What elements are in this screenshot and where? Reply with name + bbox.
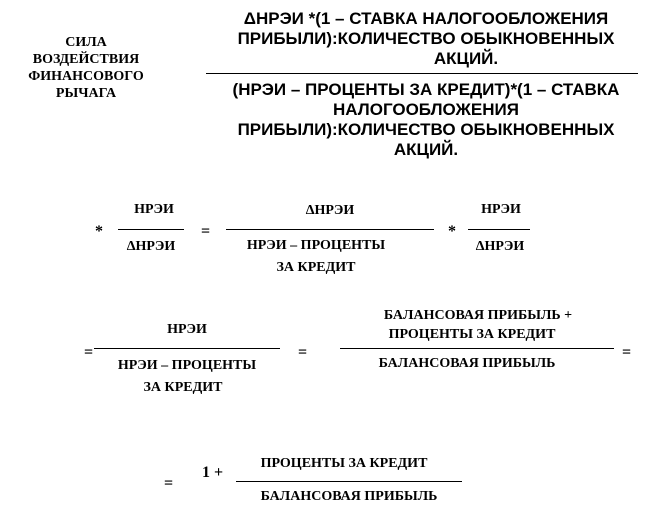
one-plus: 1 + — [202, 464, 224, 481]
numerator-line: ПРОЦЕНТЫ ЗА КРЕДИТ — [388, 327, 556, 342]
fraction-bar — [468, 229, 530, 230]
fraction-bar — [226, 229, 434, 230]
label-line: ФИНАНСОВОГО — [28, 69, 144, 84]
equals-sign: = — [164, 475, 174, 492]
denominator-line: АКЦИЙ. — [393, 140, 459, 159]
denominator-line: ЗА КРЕДИТ — [276, 260, 356, 275]
denominator-line: ЗА КРЕДИТ — [143, 380, 223, 395]
denominator-line: НРЭИ – ПРОЦЕНТЫ — [117, 358, 257, 373]
label-line: СИЛА — [65, 35, 107, 50]
fraction-denominator: БАЛАНСОВАЯ ПРИБЫЛЬ — [260, 489, 438, 504]
label-line: РЫЧАГА — [55, 86, 117, 101]
equals-sign: = — [201, 223, 211, 240]
main-fraction-bar — [206, 73, 638, 74]
label-line: ВОЗДЕЙСТВИЯ — [32, 52, 140, 67]
fraction-denominator: ΔНРЭИ — [475, 239, 525, 254]
multiply-sign: * — [95, 223, 103, 240]
denominator-line: (НРЭИ – ПРОЦЕНТЫ ЗА КРЕДИТ)*(1 – СТАВКА — [232, 80, 620, 99]
equals-sign: = — [622, 344, 632, 361]
denominator-line: НРЭИ – ПРОЦЕНТЫ — [246, 238, 386, 253]
fraction-bar — [118, 229, 184, 230]
denominator-line: НАЛОГООБЛОЖЕНИЯ — [333, 100, 519, 119]
fraction-bar — [236, 481, 462, 482]
fraction-denominator: ΔНРЭИ — [126, 239, 176, 254]
fraction-numerator: НРЭИ — [481, 202, 521, 217]
numerator-line: АКЦИЙ. — [433, 49, 499, 68]
fraction-numerator: ПРОЦЕНТЫ ЗА КРЕДИТ — [260, 456, 428, 471]
formula-numerator — [212, 9, 640, 69]
numerator-line: ПРИБЫЛИ):КОЛИЧЕСТВО ОБЫКНОВЕННЫХ — [237, 29, 615, 48]
fraction-numerator: ΔНРЭИ — [305, 203, 355, 218]
fraction-bar — [94, 348, 280, 349]
fraction-denominator: БАЛАНСОВАЯ ПРИБЫЛЬ — [378, 356, 556, 371]
equals-sign: = — [84, 344, 94, 361]
numerator-line: БАЛАНСОВАЯ ПРИБЫЛЬ + — [383, 308, 573, 323]
financial-leverage-label — [10, 34, 162, 102]
fraction-bar — [340, 348, 614, 349]
numerator-line: ΔНРЭИ *(1 – СТАВКА НАЛОГООБЛОЖЕНИЯ — [243, 9, 609, 28]
fraction-numerator: НРЭИ — [167, 322, 207, 337]
denominator-line: ПРИБЫЛИ):КОЛИЧЕСТВО ОБЫКНОВЕННЫХ — [237, 120, 615, 139]
equals-sign: = — [298, 344, 308, 361]
fraction-numerator — [340, 306, 616, 344]
fraction-numerator: НРЭИ — [134, 202, 174, 217]
multiply-sign: * — [448, 223, 456, 240]
fraction-denominator — [94, 355, 280, 399]
formula-denominator — [212, 80, 640, 160]
fraction-denominator — [226, 235, 406, 279]
